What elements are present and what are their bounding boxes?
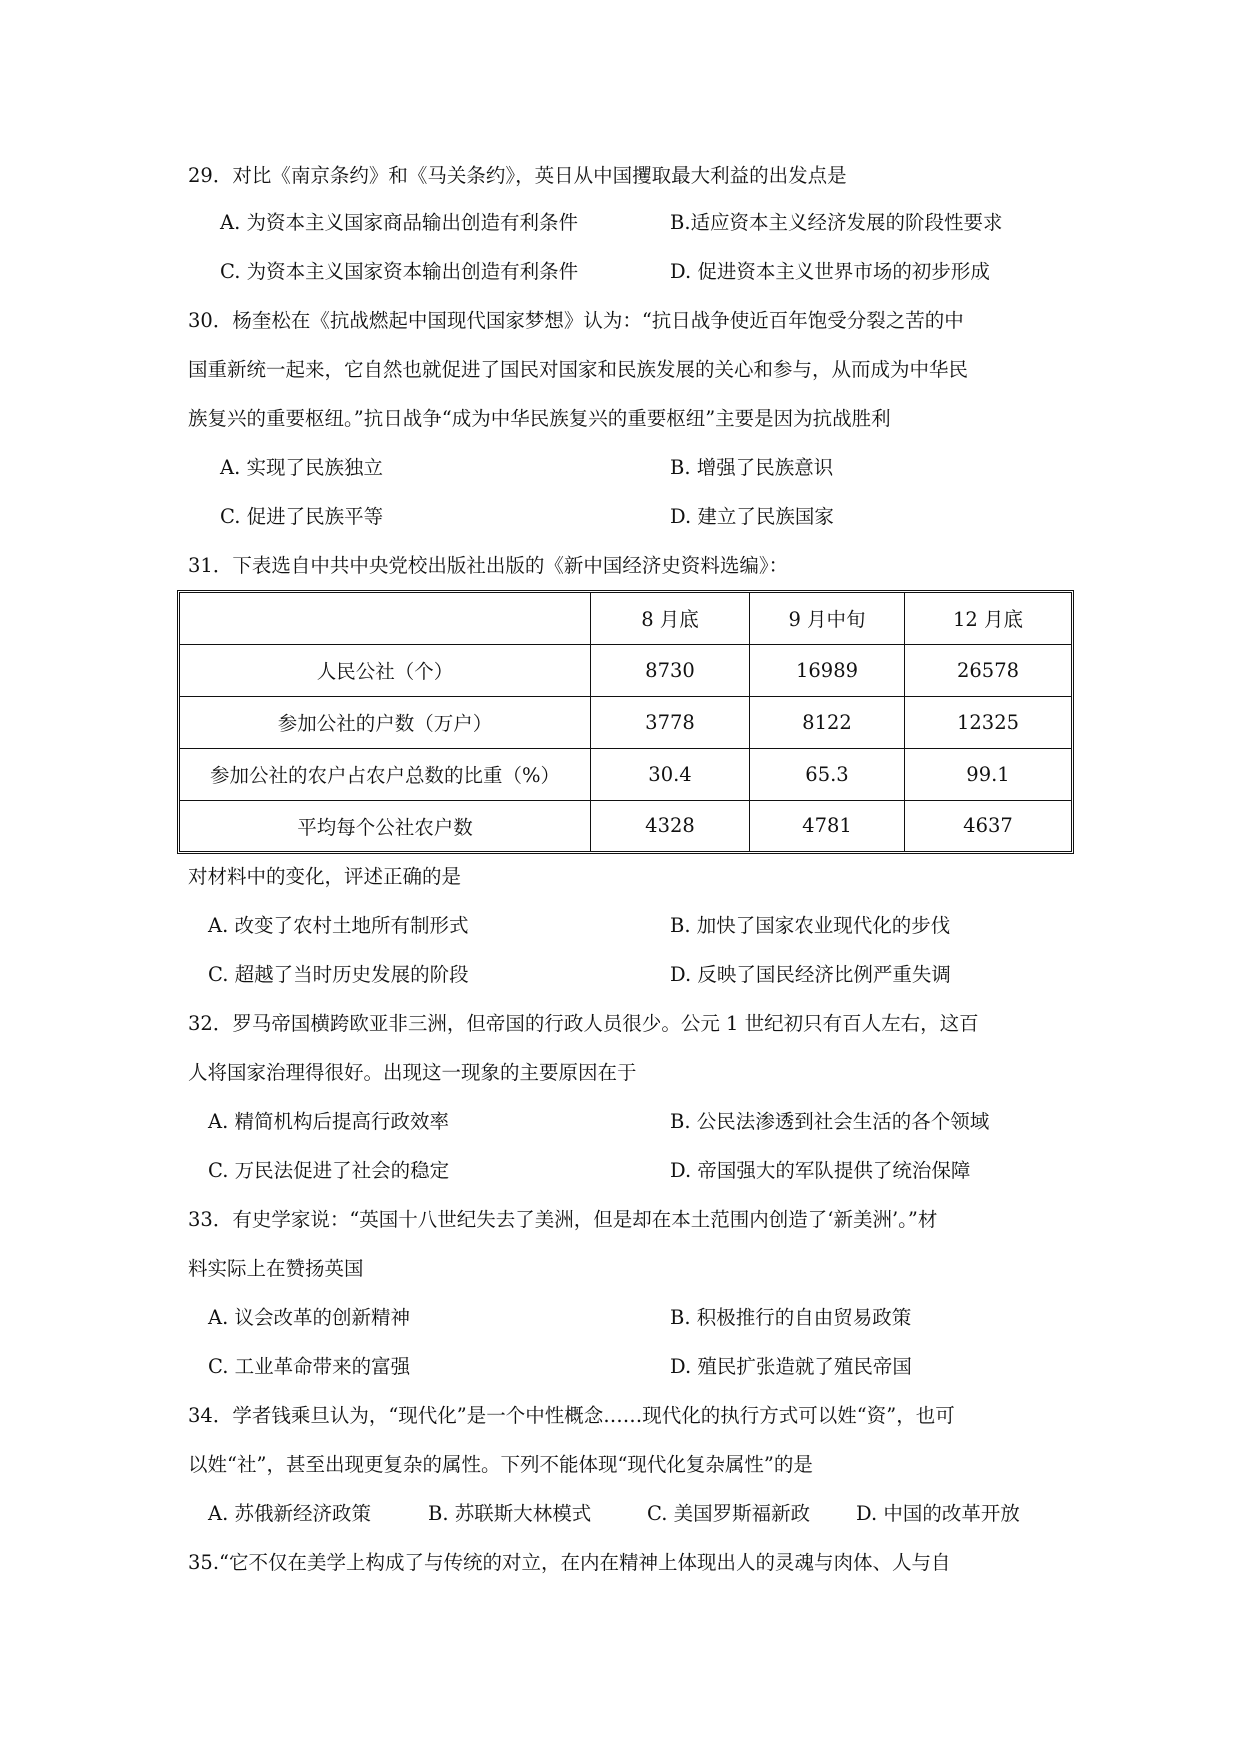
q34-option-d: D. 中国的改革开放 [856,1502,1020,1525]
table-cell: 4328 [591,801,750,851]
q32-option-b: B. 公民法渗透到社会生活的各个领域 [670,1110,990,1133]
table-row [180,801,1071,851]
table-header-cell: 8 月底 [591,593,750,645]
q29-stem: 29．对比《南京条约》和《马关条约》，英日从中国攫取最大利益的出发点是 [188,164,847,187]
table-cell: 30.4 [591,749,750,801]
q29-option-c: C. 为资本主义国家资本输出创造有利条件 [220,260,579,283]
table-cell: 99.1 [905,749,1071,801]
table-header-cell: 12 月底 [905,593,1071,645]
q30-stem-line: 族复兴的重要枢纽。”抗日战争“成为中华民族复兴的重要枢纽”主要是因为抗战胜利 [188,407,891,430]
table-cell: 4781 [750,801,905,851]
q32-stem-line: 人将国家治理得很好。出现这一现象的主要原因在于 [188,1061,637,1084]
table-cell: 16989 [750,645,905,697]
q29-option-d: D. 促进资本主义世界市场的初步形成 [670,260,990,283]
q33-option-a: A. 议会改革的创新精神 [208,1306,410,1329]
q34-option-c: C. 美国罗斯福新政 [647,1502,811,1525]
q32-option-c: C. 万民法促进了社会的稳定 [208,1159,450,1182]
table-row [180,697,1071,749]
table-cell: 平均每个公社农户数 [180,801,591,851]
table-cell: 8122 [750,697,905,749]
q34-option-a: A. 苏俄新经济政策 [208,1502,371,1525]
table-cell: 人民公社（个） [180,645,591,697]
q32-stem-line: 32．罗马帝国横跨欧亚非三洲，但帝国的行政人员很少。公元 1 世纪初只有百人左右，这百 [188,1012,979,1035]
q30-option-c: C. 促进了民族平等 [220,505,384,528]
q30-stem-line: 30．杨奎松在《抗战燃起中国现代国家梦想》认为：“抗日战争使近百年饱受分裂之苦的中 [188,309,964,332]
q33-option-c: C. 工业革命带来的富强 [208,1355,411,1378]
q34-option-b: B. 苏联斯大林模式 [428,1502,592,1525]
q32-option-d: D. 帝国强大的军队提供了统治保障 [670,1159,971,1182]
q30-option-b: B. 增强了民族意识 [670,456,834,479]
table-header-cell [180,593,591,645]
table-cell: 3778 [591,697,750,749]
q33-option-b: B. 积极推行的自由贸易政策 [670,1306,912,1329]
table-cell: 12325 [905,697,1071,749]
q31-stem: 31．下表选自中共中央党校出版社出版的《新中国经济史资料选编》： [188,554,789,577]
table-row [180,749,1071,801]
table-cell: 8730 [591,645,750,697]
q32-option-a: A. 精简机构后提高行政效率 [208,1110,449,1133]
q33-stem-line: 33．有史学家说：“英国十八世纪失去了美洲，但是却在本土范围内创造了‘新美洲’。”材 [188,1208,938,1231]
q29-option-b: B.适应资本主义经济发展的阶段性要求 [670,211,1003,234]
data-table [177,590,1074,854]
q33-stem-line: 料实际上在赞扬英国 [188,1257,364,1280]
q31-option-d: D. 反映了国民经济比例严重失调 [670,963,951,986]
q31-option-a: A. 改变了农村土地所有制形式 [208,914,469,937]
table-cell: 参加公社的农户占农户总数的比重（%） [180,749,591,801]
q30-option-a: A. 实现了民族独立 [220,456,383,479]
q34-stem-line: 以姓“社”，甚至出现更复杂的属性。下列不能体现“现代化复杂属性”的是 [188,1453,813,1476]
q34-stem-line: 34．学者钱乘旦认为，“现代化”是一个中性概念……现代化的执行方式可以姓“资”，也可 [188,1404,955,1427]
q33-option-d: D. 殖民扩张造就了殖民帝国 [670,1355,912,1378]
table-cell: 4637 [963,814,1013,838]
q35-stem: 35.“它不仅在美学上构成了与传统的对立，在内在精神上体现出人的灵魂与肉体、人与自 [188,1551,951,1574]
q31-question: 对材料中的变化，评述正确的是 [188,865,462,888]
table-cell: 26578 [905,645,1071,697]
q30-option-d: D. 建立了民族国家 [670,505,834,528]
q29-option-a: A. 为资本主义国家商品输出创造有利条件 [220,211,578,234]
table-cell: 65.3 [750,749,905,801]
q31-option-c: C. 超越了当时历史发展的阶段 [208,963,469,986]
table-header-row [180,593,1071,645]
table-header-cell: 9 月中旬 [750,593,905,645]
table-cell: 参加公社的户数（万户） [180,697,591,749]
table-row [180,645,1071,697]
q30-stem-line: 国重新统一起来，它自然也就促进了国民对国家和民族发展的关心和参与，从而成为中华民 [188,358,969,381]
q31-option-b: B. 加快了国家农业现代化的步伐 [670,914,951,937]
